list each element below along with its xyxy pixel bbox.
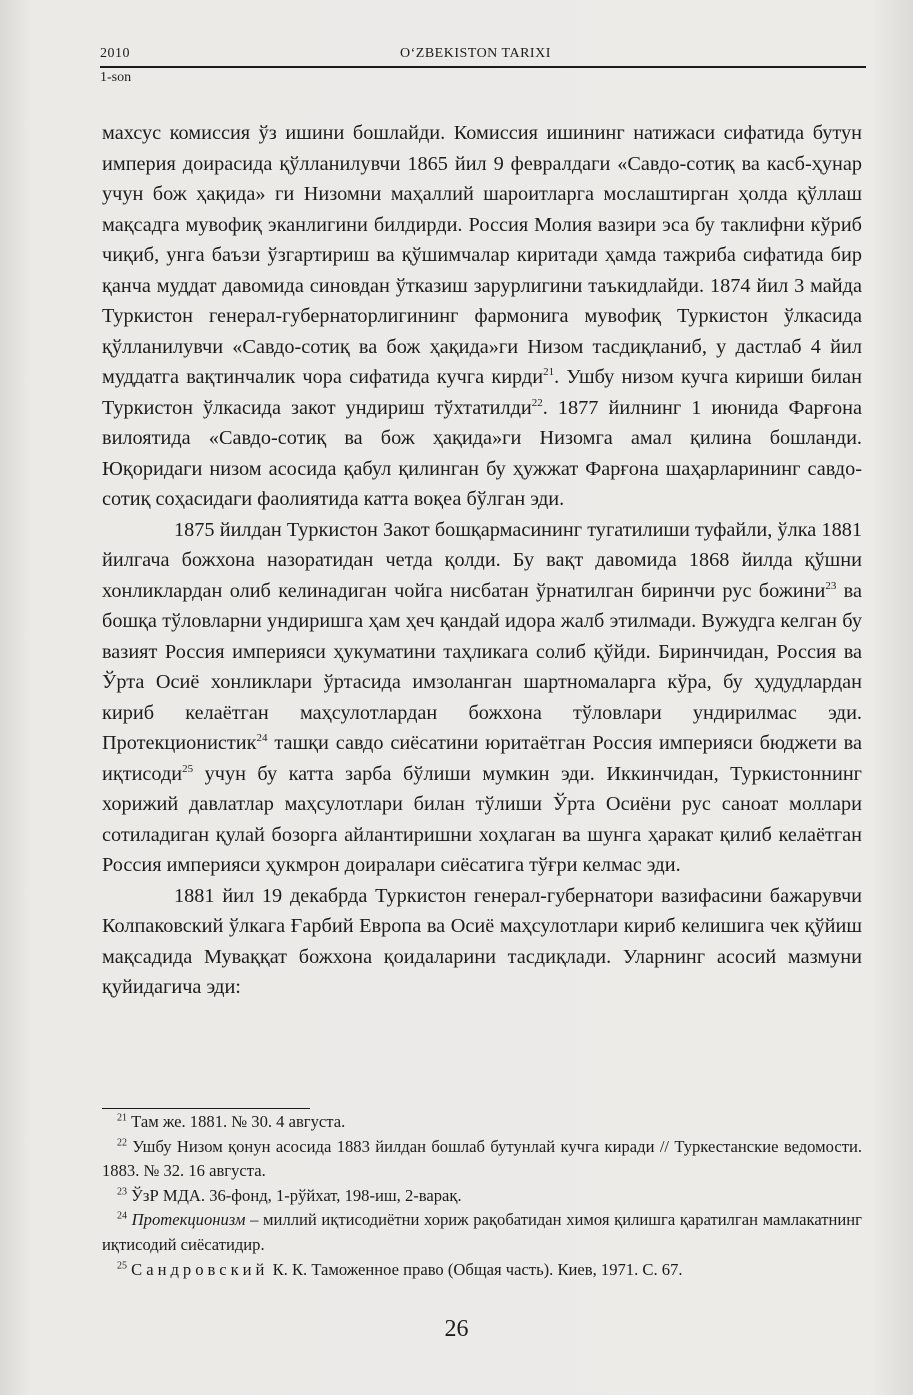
author-name: Сандровский xyxy=(131,1259,269,1279)
footnote-number: 21 xyxy=(117,1112,127,1124)
footnote-ref: 23 xyxy=(825,579,837,592)
main-text xyxy=(102,118,862,1003)
text-run: учун бу катта зарба бўлиши мумкин эди. Иккинчидан, Туркистоннинг хорижий давлатлар маҳсулотлари билан тўлиши Ўрта Осиёни рус саноат моллари сотиладиган қулай бозорга айлантиришни хоҳлаган ва шунга ҳаракат қилиб келаётган Россия империяси ҳукмрон доиралари сиёсатига тўғри келмас эди. xyxy=(102,762,862,876)
footnote-ref: 21 xyxy=(543,366,555,379)
header-issue: 1-son xyxy=(100,70,132,85)
footnote-number: 23 xyxy=(117,1186,127,1198)
paragraph xyxy=(102,881,862,1003)
text-run: – миллий иқтисодиётни хориж рақобатидан химоя қилишга қаратилган мамлакатнинг иқтисодий сиёсатидир. xyxy=(102,1210,862,1254)
header-journal-title: O‘ZBEKISTON TARIXI xyxy=(400,46,551,61)
footnote xyxy=(102,1184,862,1209)
text-run: Ушбу Низом қонун асосида 1883 йилдан бошлаб бутунлай кучга киради // Туркестанские ведомости. 1883. № 32. 16 августа. xyxy=(102,1136,862,1181)
text-run: К. К. Таможенное право (Общая часть). Киев, 1971. С. 67. xyxy=(268,1259,683,1279)
paragraph xyxy=(102,515,862,881)
footnote-ref: 24 xyxy=(256,732,268,745)
footnote-separator xyxy=(102,1108,310,1109)
text-run: ЎзР МДА. 36-фонд, 1-рўйхат, 198-иш, 2-варақ. xyxy=(131,1185,462,1205)
header-year: 2010 xyxy=(100,46,130,61)
text-run: ташқи савдо сиёсатини юритаётган Россия империяси бюджети ва иқтисоди xyxy=(102,732,862,785)
footnote xyxy=(102,1258,862,1283)
footnote-number: 22 xyxy=(117,1137,127,1149)
footnote-number: 24 xyxy=(117,1210,127,1222)
text-run: махсус комиссия ўз ишини бошлайди. Комиссия ишининг натижаси сифатида бутун империя доирасида қўлланилувчи 1865 йил 9 февралдаги «Савдо-сотиқ ва касб-ҳунар учун бож ҳақида» ги Низомни маҳаллий шароитларга мослаштирган ҳолда қўллаш мақсадга мувофиқ эканлигини билдирди. Россия Молия вазири эса бу таклифни кўриб чиқиб, унга баъзи ўзгартириш ва қўшимчалар киритади ҳамда тажриба сифатида бир қанча муддат давомида синовдан ўтказиш зарурлигини таъкидлайди. 1874 йил 3 майда Туркистон генерал-губернаторлигининг фармонига мувофиқ Туркистон ўлкасида қўлланилувчи «Савдо-сотиқ ва бож ҳақида»ги Низом тасдиқланиб, у дастлаб 4 йил муддатга вақтинчалик чора сифатида кучга кирди xyxy=(102,122,862,388)
text-run: ва бошқа тўловларни ундиришга ҳам ҳеч қандай идора жалб этилмади. Вужудга келган бу вазият Россия империяси ҳукуматини таҳликага солиб қўйди. Биринчидан, Россия ва Ўрта Осиё хонликлари ўртасида имзоланган шартномаларга кўра, бу ҳудудлардан кириб келаётган маҳсулотлардан божхона тўловлари ундирилмас эди. Протекционистик xyxy=(102,579,862,754)
footnote-ref: 22 xyxy=(531,396,543,409)
footnote xyxy=(102,1135,862,1184)
footnote xyxy=(102,1110,862,1135)
text-run: . 1877 йилнинг 1 июнида Фарғона вилоятида «Савдо-сотиқ ва бож ҳақида»ги Низомга амал қилина бошланди. Юқоридаги низом асосида қабул қилинган бу ҳужжат Фарғона шаҳарларининг савдо-сотиқ соҳасидаги фаолиятида катта воқеа бўлган эди. xyxy=(102,396,863,510)
footnotes xyxy=(102,1110,862,1282)
italic-term: Протекционизм xyxy=(131,1210,246,1230)
text-run: 1881 йил 19 декабрда Туркистон генерал-губернатори вазифасини бажарувчи Колпаковский ўлкага Ғарбий Европа ва Осиё маҳсулотлари кириб келишига чек қўйиш мақсадида Муваққат божхона қоидаларини тасдиқлади. Уларнинг асосий мазмуни қуйидагича эди: xyxy=(102,884,862,998)
header-rule xyxy=(100,66,866,68)
paragraph xyxy=(102,118,862,515)
footnote-number: 25 xyxy=(117,1260,127,1272)
page-number: 26 xyxy=(444,1316,469,1342)
text-run: . Ушбу низом кучга кириши билан Туркистон ўлкасида закот ундириш тўхтатилди xyxy=(102,366,862,419)
footnote-ref: 25 xyxy=(182,762,194,775)
running-header xyxy=(100,46,866,86)
footnote xyxy=(102,1208,862,1257)
text-run: Там же. 1881. № 30. 4 августа. xyxy=(131,1112,346,1131)
text-run: 1875 йилдан Туркистон Закот бошқармасининг тугатилиши туфайли, ўлка 1881 йилгача божхона назоратидан четда қолди. Бу вақт давомида 1868 йилда қўшни хонликлардан олиб келинадиган чойга нисбатан ўрнатилган биринчи рус божини xyxy=(102,518,862,602)
